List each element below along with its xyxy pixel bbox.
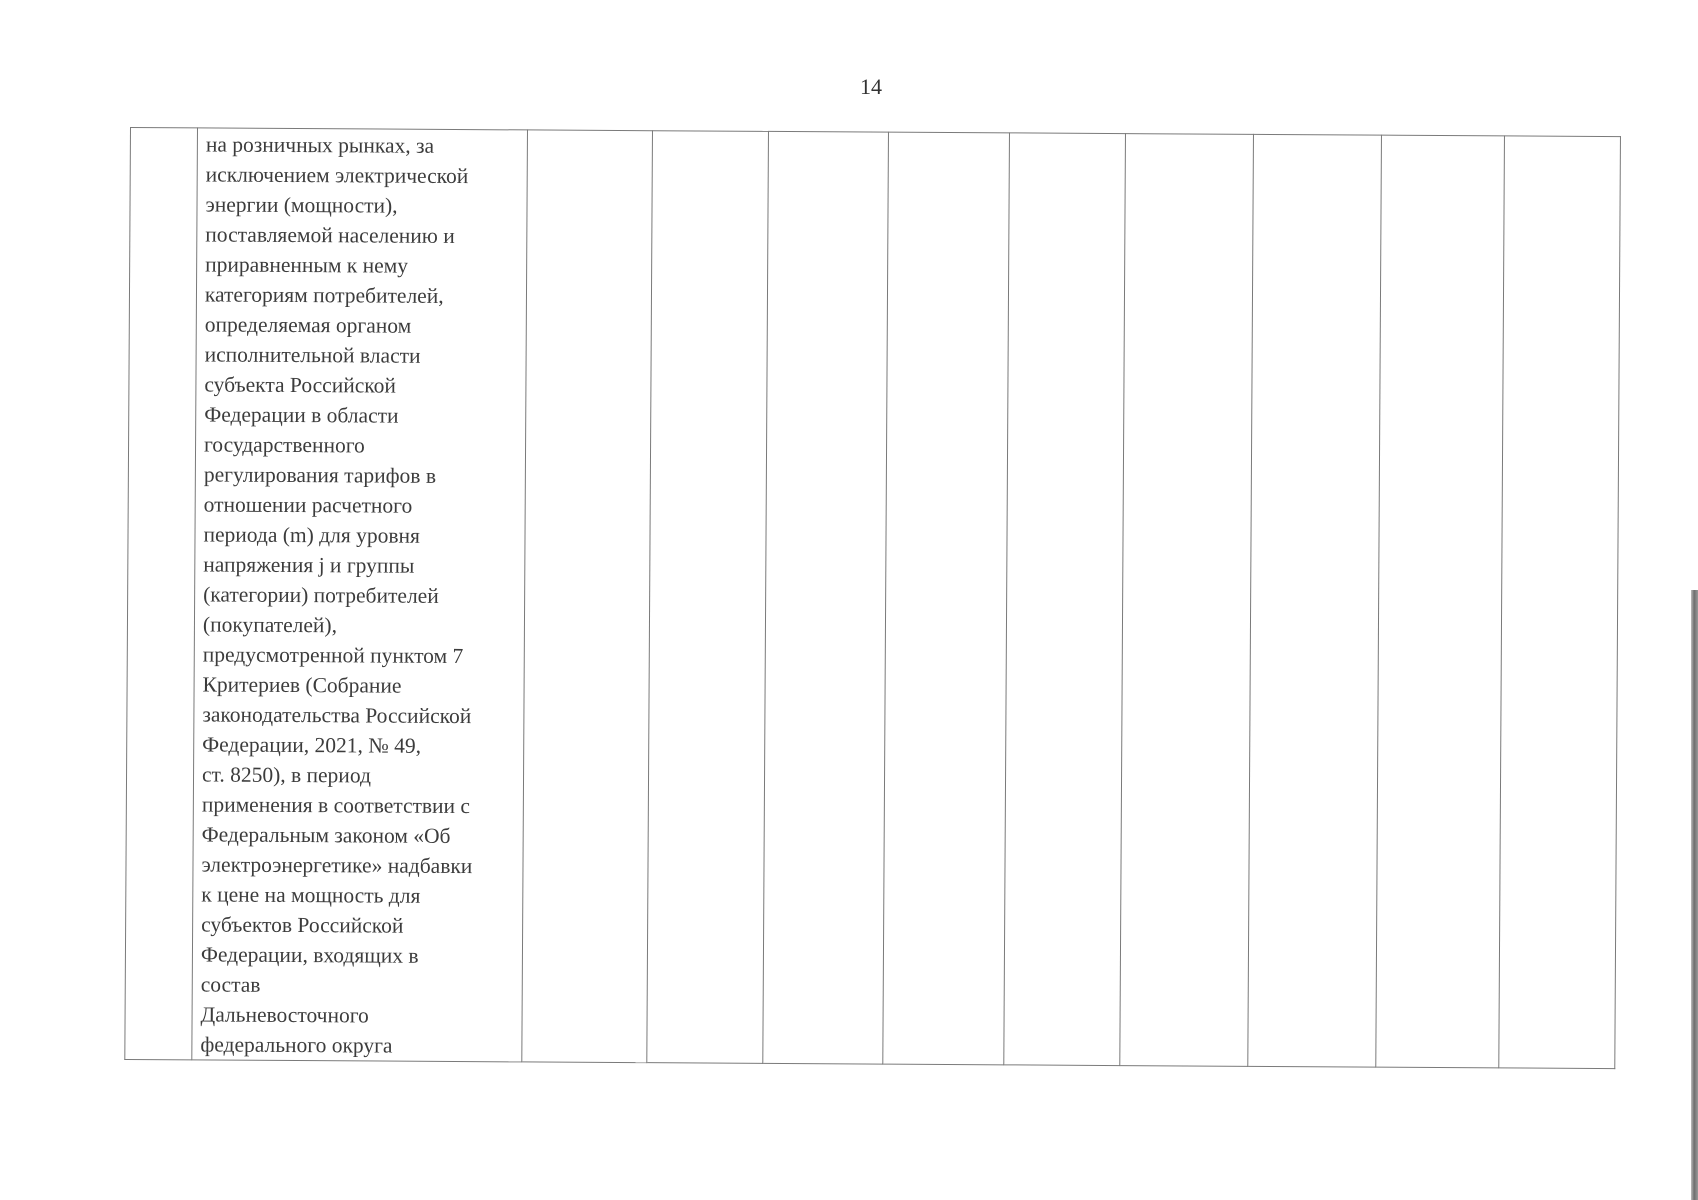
table-row	[125, 128, 1621, 1069]
page-number: 14	[860, 74, 882, 99]
cell-col-6	[883, 132, 1010, 1065]
cell-col-9	[1248, 134, 1382, 1067]
cell-col-10	[1376, 135, 1505, 1068]
table-container	[124, 127, 1620, 1068]
description-text: на розничных рынках, за исключением электрической энергии (мощности), поставляемой населению и приравненным к нему категориям потребителей, определяемая органом исполнительной власти субъекта Российской Федерации в области государственного регулирования тарифов в отношении расчетного периода (m) для уровня напряжения j и группы (категории) потребителей (покупателей), предусмотренной пунктом 7 Критериев (Собрание законодательства Российской Федерации, 2021, № 49, ст. 8250), в период применения в соответствии с Федеральным законом «Об электроэнергетике» надбавки к цене на мощность для субъектов Российской Федерации, входящих в состав Дальневосточного федерального округа	[200, 132, 473, 1058]
cell-col-3	[522, 130, 653, 1063]
cell-col-8	[1120, 134, 1254, 1067]
cell-col-5	[763, 131, 889, 1064]
cell-col-4	[647, 131, 769, 1064]
data-table	[124, 127, 1621, 1069]
cell-col-7	[1004, 133, 1126, 1066]
cell-row-number	[125, 128, 198, 1060]
cell-col-11	[1499, 136, 1621, 1069]
scan-edge-shadow	[1691, 590, 1698, 1200]
cell-description	[192, 128, 528, 1062]
